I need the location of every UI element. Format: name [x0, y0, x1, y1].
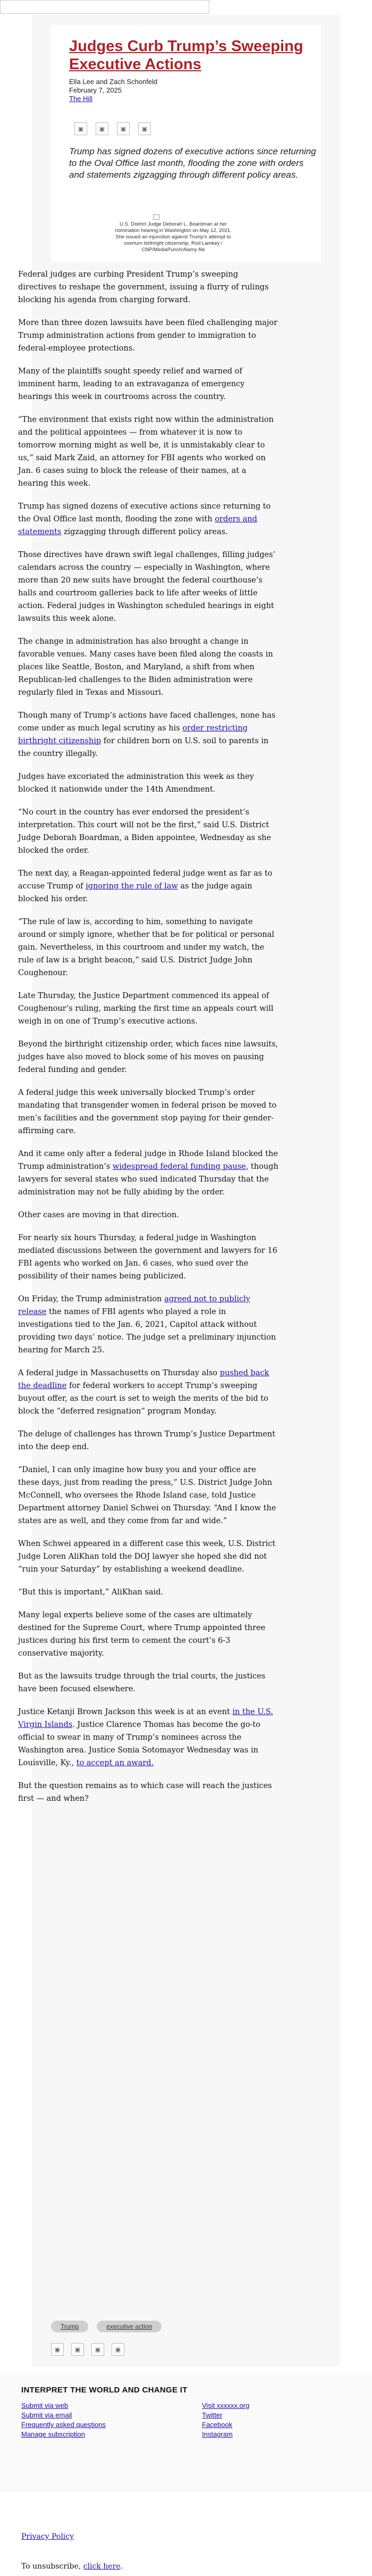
paragraph: Other cases are moving in that direction. — [18, 1211, 179, 1219]
faq-link[interactable]: Frequently asked questions — [21, 2421, 106, 2429]
paragraph: Late Thursday, the Justice Department commenced its appeal of Coughenour’s ruling, marking the first time an appeals court will weigh in on one of Trump’s executive actions. — [18, 992, 274, 1026]
paragraph: When Schwei appeared in a different case this week, U.S. District Judge Loren AliKhan told the DOJ lawyer she hoped she did not “ruin your Saturday” by establishing a weekend deadline. — [18, 1540, 276, 1574]
byline — [69, 78, 157, 103]
link-icon[interactable]: ▣ — [112, 2343, 124, 2356]
manage-subscription-link[interactable]: Manage subscription — [21, 2430, 85, 2438]
authors: Ella Lee and Zach Schonfeld — [69, 78, 158, 86]
article-body — [18, 268, 278, 1815]
submit-web-link[interactable]: Submit via web — [21, 2402, 69, 2409]
footer — [0, 2373, 372, 2492]
link-icon[interactable]: ▣ — [138, 122, 151, 135]
paragraph: The deluge of challenges has thrown Trump’s Justice Department into the deep end. — [18, 1430, 276, 1451]
article-header — [51, 26, 321, 262]
photo-caption: U.S. District Judge Deborah L. Boardman at her nomination hearing in Washington on May 12, 2021. She issued an injunction against Trump’s attempt to overturn birthright citizenship. Rod Lamkey / CNP/MediaPunch/Alamy file — [115, 221, 232, 253]
paragraph: “The rule of law is, according to him, something to navigate around or simply ignore, whether that be for political or personal gain. Nevertheless, in this courtroom and under my watch, the rule of law is a bright beacon,” said U.S. District Judge John Coughenour. — [18, 918, 275, 977]
unsubscribe-line: To unsubscribe, click here. — [21, 2562, 123, 2571]
paragraph: Trump has signed dozens of executive actions since returning to the Oval Office last month, flooding the zone with orders and statements zigzagging through different policy areas. — [18, 502, 271, 536]
broken-photo-icon — [153, 214, 159, 220]
tag-list — [51, 2321, 162, 2332]
visit-site-link[interactable]: Visit xxxxxx.org — [202, 2402, 250, 2409]
submit-email-link[interactable]: Submit via email — [21, 2411, 72, 2419]
paragraph: Though many of Trump’s actions have faced challenges, none has come under as much legal scrutiny as his order restricting birthright citizenship for children born on U.S. soil to parents in the country illegally. — [18, 711, 276, 758]
facebook-icon[interactable]: ▣ — [74, 122, 87, 135]
facebook-link[interactable]: Facebook — [202, 2421, 233, 2429]
release-link[interactable]: agreed not to publicly release — [18, 1295, 250, 1316]
paragraph: On Friday, the Trump administration agreed not to publicly release the names of FBI agents who played a role in investigations tied to the Jan. 6, 2021, Capitol attack without providing two days’ notice. The judge set a preliminary injunction hearing for March 25. — [18, 1295, 276, 1355]
paragraph: “The environment that exists right now within the administration and the political appointees — from whatever it is now to tomorrow morning might as well be, it is unmistakably clear to us,” said Mark Zaid, an attorney for FBI agents who worked on Jan. 6 cases suing to block the release of their names, at a hearing this week. — [18, 416, 274, 488]
tag-executive-action[interactable]: executive action — [97, 2321, 162, 2332]
paragraph: “Daniel, I can only imagine how busy you and your office are these days, just from reading the press,” U.S. District Judge John McConnell, who oversees the Rhode Island case, told Justice Department attorney Daniel Schwei on Thursday. “And I know the states are as well, and they come from far and wide.” — [18, 1466, 276, 1525]
funding-pause-link[interactable]: widespread federal funding pause — [112, 1162, 246, 1171]
award-link[interactable]: to accept an award. — [76, 1759, 154, 1767]
instagram-link[interactable]: Instagram — [202, 2430, 233, 2438]
broken-image-banner — [0, 0, 209, 14]
paragraph: Beyond the birthright citizenship order, which faces nine lawsuits, judges have also moved to block some of his moves on pausing federal funding and gender. — [18, 1040, 278, 1074]
paragraph: For nearly six hours Thursday, a federal judge in Washington mediated discussions between the government and lawyers for 16 FBI agents who worked on Jan. 6 cases, who sued over the possibility of their names being publicized. — [18, 1234, 277, 1281]
publish-date: February 7, 2025 — [69, 86, 122, 94]
paragraph: Federal judges are curbing President Trump’s sweeping directives to reshape the government, issuing a flurry of rulings blocking his agenda from charging forward. — [18, 270, 269, 304]
paragraph: “No court in the country has ever endorsed the president’s interpretation. This court will not be the first,” said U.S. District Judge Deborah Boardman, a Biden appointee, Wednesday as she blocked the order. — [18, 808, 272, 855]
unsubscribe-link[interactable]: click here — [83, 2562, 121, 2571]
orders-link[interactable]: orders and statements — [18, 515, 257, 536]
email-icon[interactable]: ▣ — [91, 2343, 104, 2356]
twitter-icon[interactable]: ▣ — [71, 2343, 84, 2356]
facebook-icon[interactable]: ▣ — [51, 2343, 64, 2356]
article-title[interactable]: Judges Curb Trump’s Sweeping Executive Actions — [69, 38, 303, 73]
virgin-islands-link[interactable]: in the U.S. Virgin Islands — [18, 1708, 273, 1729]
paragraph: Many legal experts believe some of the cases are ultimately destined for the Supreme Court, where Trump appointed three justices during his first term to cement the court’s 6-3 conservative majority. — [18, 1611, 266, 1658]
paragraph: More than three dozen lawsuits have been filed challenging major Trump administration actions from gender to immigration to federal-employee protections. — [18, 319, 278, 353]
email-icon[interactable]: ▣ — [117, 122, 130, 135]
paragraph: A federal judge this week universally blocked Trump’s order mandating that transgender women in federal prison be moved to men’s facilities and the government stop paying for their gender-affirming care. — [18, 1088, 277, 1135]
paragraph: But the question remains as to which case will reach the justices first — and when? — [18, 1782, 272, 1803]
paragraph: “But this is important,” AliKhan said. — [18, 1588, 164, 1597]
rule-of-law-link[interactable]: ignoring the rule of law — [86, 882, 178, 891]
paragraph: The change in administration has also brought a change in favorable venues. Many cases have been filed along the coasts in places like Seattle, Boston, and Maryland, a shift from when Republican-led challenges to the Biden administration were regularly filed in Texas and Missouri. — [18, 637, 273, 697]
paragraph: Those directives have drawn swift legal challenges, filling judges’ calendars across the country — especially in Washington, where more than 20 new suits have brought the federal courthouse’s halls and courtroom galleries back to life after weeks of little action. Federal judges in Washington scheduled hearings in eight lawsuits this week alone. — [18, 551, 276, 623]
footer-right-links — [202, 2402, 249, 2439]
paragraph: Justice Ketanji Brown Jackson this week is at an event in the U.S. Virgin Islands. Justice Clarence Thomas has become the go-to official to swear in many of Trump’s nominees across the Washington area. Justice Sonia Sotomayor Wednesday was in Louisville, Ky., to accept an award. — [18, 1708, 273, 1767]
share-row-bottom — [51, 2343, 124, 2356]
paragraph: Many of the plaintiffs sought speedy relief and warned of imminent harm, leading to an extravaganza of emergency hearings this week in courtrooms across the country. — [18, 367, 245, 401]
article-dek: Trump has signed dozens of executive actions since returning to the Oval Office last month, flooding the zone with orders and statements zigzagging through different policy areas. — [69, 146, 316, 180]
paragraph: A federal judge in Massachusetts on Thursday also pushed back the deadline for federal workers to accept Trump’s sweeping buyout offer, as the court is set to weigh the merits of the bid to block the “deferred resignation” program Monday. — [18, 1369, 269, 1416]
paragraph: Judges have excoriated the administration this week as they blocked it nationwide under the 14th Amendment. — [18, 772, 254, 794]
tag-trump[interactable]: Trump — [51, 2321, 88, 2332]
footer-heading: INTERPRET THE WORLD AND CHANGE IT — [21, 2386, 188, 2395]
footer-left-links — [21, 2402, 106, 2439]
privacy-policy-link[interactable]: Privacy Policy — [21, 2532, 74, 2541]
share-row-top — [74, 122, 151, 135]
paragraph: The next day, a Reagan-appointed federal judge went as far as to accuse Trump of ignoring the rule of law as the judge again blocked his order. — [18, 869, 273, 903]
paragraph: But as the lawsuits trudge through the trial courts, the justices have been focused elsewhere. — [18, 1672, 266, 1693]
birthright-link[interactable]: order restricting birthright citizenship — [18, 724, 248, 745]
paragraph: And it came only after a federal judge in Rhode Island blocked the Trump administration’s widespread federal funding pause, though lawyers for several states who sued indicated Thursday that the administration may not be fully abiding by the order. — [18, 1150, 278, 1196]
twitter-link[interactable]: Twitter — [202, 2411, 223, 2419]
twitter-icon[interactable]: ▣ — [96, 122, 108, 135]
source-link[interactable]: The Hill — [69, 95, 93, 103]
deadline-link[interactable]: pushed back the deadline — [18, 1369, 269, 1390]
